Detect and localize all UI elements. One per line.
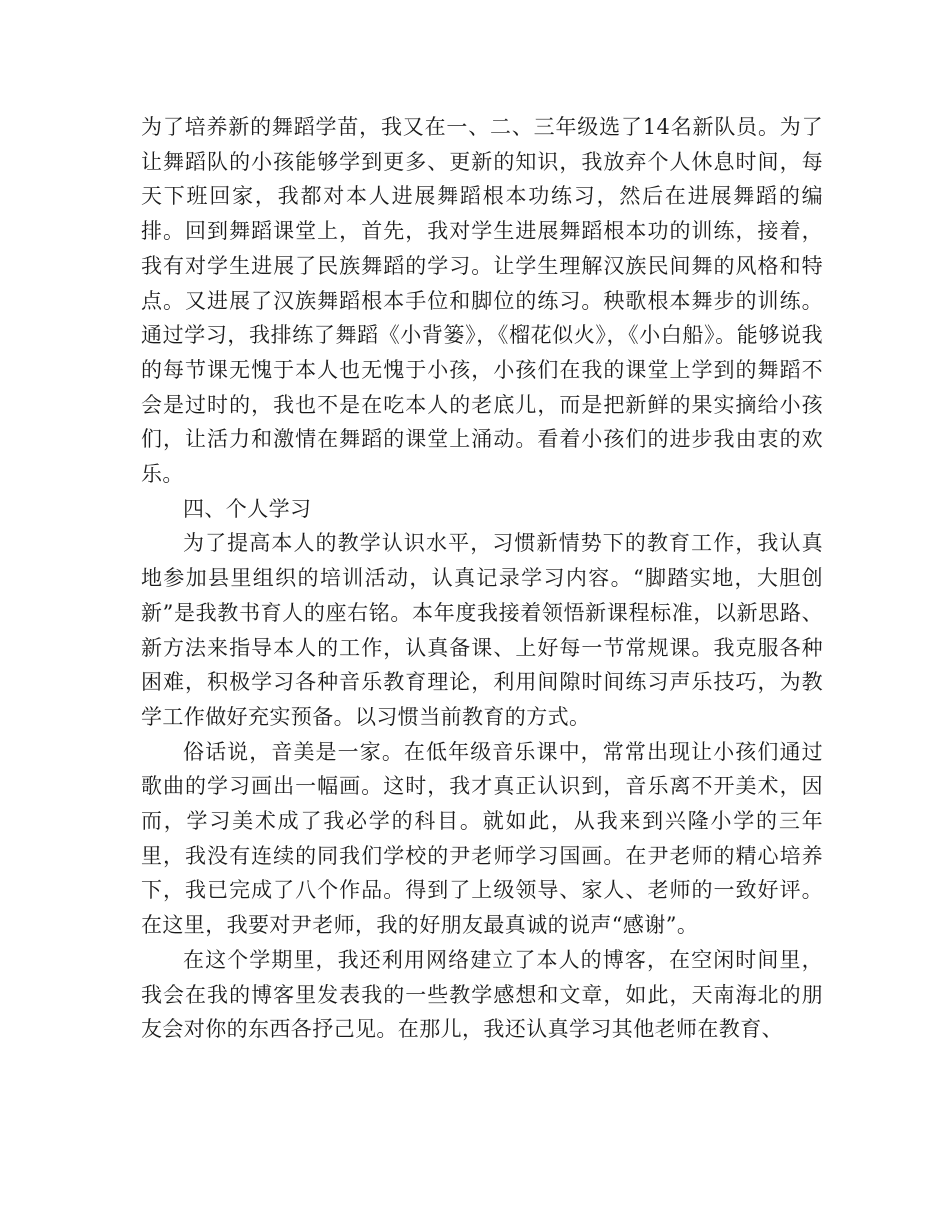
- paragraph-teaching-improvement: 为了提高本人的教学认识水平，习惯新情势下的教育工作，我认真地参加县里组织的培训活动，认真记录学习内容。“脚踏实地，大胆创新”是我教书育人的座右铭。本年度我接着领悟新课程标准，以新思路、新方法来指导本人的工作，认真备课、上好每一节常规课。我克服各种困难，积极学习各种音乐教育理论，利用间隙时间练习声乐技巧，为教学工作做好充实预备。以习惯当前教育的方式。: [141, 531, 823, 729]
- paragraph-art-study: 俗话说，音美是一家。在低年级音乐课中，常常出现让小孩们通过歌曲的学习画出一幅画。这时，我才真正认识到，音乐离不开美术，因而，学习美术成了我必学的科目。就如此，从我来到兴隆小学的三年里，我没有连续的同我们学校的尹老师学习国画。在尹老师的精心培养下，我已完成了八个作品。得到了上级领导、家人、老师的一致好评。在这里，我要对尹老师，我的好朋友最真诚的说声“感谢”。: [141, 739, 823, 938]
- section-heading-personal-study: 四、个人学习: [183, 496, 312, 521]
- document-page: [141, 110, 823, 1047]
- paragraph-blog: 在这个学期里，我还利用网络建立了本人的博客，在空闲时间里，我会在我的博客里发表我的一些教学感想和文章，如此，天南海北的朋友会对你的东西各抒己见。在那儿，我还认真学习其他老师在教育、: [141, 947, 823, 1042]
- paragraph-dance-training: 为了培养新的舞蹈学苗，我又在一、二、三年级选了14名新队员。为了让舞蹈队的小孩能够学到更多、更新的知识，我放弃个人休息时间，每天下班回家，我都对本人进展舞蹈根本功练习，然后在进展舞蹈的编排。回到舞蹈课堂上，首先，我对学生进展舞蹈根本功的训练，接着，我有对学生进展了民族舞蹈的学习。让学生理解汉族民间舞的风格和特点。又进展了汉族舞蹈根本手位和脚位的练习。秧歌根本舞步的训练。通过学习，我排练了舞蹈《小背篓》，《榴花似火》，《小白船》。能够说我的每节课无愧于本人也无愧于小孩，小孩们在我的课堂上学到的舞蹈不会是过时的，我也不是在吃本人的老底儿，而是把新鲜的果实摘给小孩们，让活力和激情在舞蹈的课堂上涌动。看着小孩们的进步我由衷的欢乐。: [141, 115, 823, 487]
